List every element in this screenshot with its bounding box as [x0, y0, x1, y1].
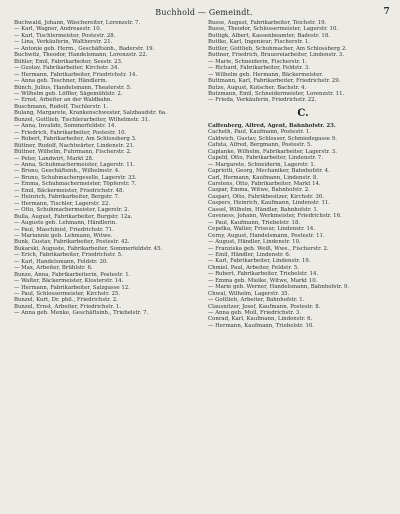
directory-entry: — Wilhelm geb. Hermann, Bäckermeister.: [208, 71, 323, 78]
directory-entry: Cacheth, Paul, Kaufmann, Postestr. 1.: [208, 129, 311, 136]
directory-entry: Cerny, August, Handelsmann, Postestr. 11.: [208, 232, 325, 239]
directory-entry: — Bruno, Schuhmachergeselle, Lagerstr. 33.: [14, 174, 137, 181]
directory-entry: — Anna geb. Moll, Friedrichstr. 3.: [208, 310, 301, 317]
directory-entry: Buchwald, Johann, Wäschereiter, Lorenzstr. 7.: [14, 20, 141, 26]
directory-entry: — Karl, Tischlermeister, Postestr. 28.: [14, 32, 116, 39]
directory-entry: — Hermann, Fabrikarbeiter, Salzgasse 12.: [14, 284, 130, 291]
directory-entry: Bunzel, Kurt, Dr. phil., Friedrichstr. 2.: [14, 297, 118, 304]
directory-entry: Buttler, Gottlieb, Schuhmacher, Am Schlossberg 2.: [208, 45, 347, 52]
directory-entry: Caspar, Emma, Witwe, Bahnhofstr. 2.: [208, 187, 310, 194]
directory-entry: Buchwitz, Theodor, Handelsmann, Lorenzstr. 22.: [14, 52, 148, 59]
directory-entry: — Paul, Maschinist, Friedrichstr. 71.: [14, 226, 114, 233]
directory-entry: — Walter, Bäckermeister, Klosterstr. 14.: [14, 278, 124, 285]
directory-entry: — Anna geb. Teschner, Händlerin.: [14, 78, 108, 85]
directory-entry: Büttner, Rudolf, Nachtwärter, Lindenstr. 21.: [14, 142, 135, 149]
directory-entry: — Marie, Schneiderin, Fischerstr. 1.: [208, 58, 308, 65]
directory-entry: — Paul, Schlossermeister, Kirchstr. 25.: [14, 291, 121, 298]
directory-entry: — Robert, Fabrikarbeiter, Am Schlossberg 3.: [14, 136, 137, 143]
directory-entry: Bunk, Gustav, Fabrikarbeiter, Postestr. 42.: [14, 239, 130, 246]
directory-entry: — Auguste geb. Lehmann, Händlerin.: [14, 220, 117, 227]
directory-entry: Bulla, August, Fabrikarbeiter, Burgstr. 12a.: [14, 213, 133, 220]
directory-entry: Bunzel, Gottlieb, Tischlerarbeiter, Wilhelmstr. 31.: [14, 116, 150, 123]
directory-entry: Clausnitzer, Josef, Kaufmann, Postestr. 8.: [208, 303, 321, 310]
directory-entry: — Mariannie geb. Lehmann, Witwe.: [14, 232, 113, 239]
directory-entry: — Erich, Fabrikarbeiter, Friedrichstr. 5.: [14, 252, 123, 259]
directory-entry: — Gottlieb, Arbeiter, Bahnhofstr. 1.: [208, 297, 305, 304]
right-column: [208, 20, 398, 510]
directory-entry: — Anna, Invalide, Sommerfeldstr. 14.: [14, 123, 117, 130]
directory-entry: — Max, Arbeiter, Brühlstr. 6.: [14, 265, 93, 272]
directory-entry: — Friedrich, Fabrikarbeiter, Postestr. 10.: [14, 129, 127, 136]
directory-entry: Bunze, Anna, Fabrikarbeiterin, Postestr. 1.: [14, 271, 131, 278]
directory-entry: — Lina, Verkäuferin, Waltherstr. 21.: [14, 39, 113, 46]
directory-entry: Bukarski, Auguste, Fabrikarbeiter, Sommerfeldstr. 45.: [14, 245, 163, 252]
directory-entry: Bühler, Emil, Fabrikarbeiter, Seestr. 23.: [14, 58, 123, 65]
directory-entry: Cafuta, Alfred, Bergmann, Postestr. 5.: [208, 142, 313, 149]
directory-entry: Capeld, Otto, Fabrikarbeiter, Lindenstr. 7.: [208, 155, 323, 162]
directory-entry: Chmiel, Paul, Arbeiter, Feldstr. 5.: [208, 264, 299, 271]
directory-entry: — Anna, Schuhmachermeister, Lagerstr. 11.: [14, 161, 135, 168]
directory-entry: Chwal, Wilhelm, Lagerstr. 35.: [208, 290, 290, 297]
directory-entry: — Hermann, Fabrikarbeiter, Friedrichstr. 14.: [14, 71, 138, 78]
directory-entry: Busse, August, Fabrikarbeiter, Teichstr. 19.: [208, 20, 327, 26]
directory-entry: — Wilhelm geb. Löffler, Sägemühlstr. 2.: [14, 90, 123, 97]
directory-entry: Caplanke, Wilhelm, Fabrikarbeiter, Lagerstr. 3.: [208, 148, 337, 155]
directory-entry: — Margarete, Schneiderin, Lagerstr. 1.: [208, 161, 316, 168]
directory-entry: Büttner, Wilhelm, Fuhrmann, Fischerstr. 2.: [14, 149, 132, 156]
directory-entry: Bunzel, Ernst, Arbeiter, Friedrichstr. 1.: [14, 303, 121, 310]
directory-entry: Butzmann, Emil, Schneidermeister, Lorenzstr. 11.: [208, 90, 345, 97]
directory-entry: Carstens, Otto, Fabrikarbeiter, Markt 14.: [208, 180, 321, 187]
directory-entry: Caffenberg, Alfred, Agent, Bahnhofstr. 23.: [208, 122, 336, 129]
directory-entry: — Hermann, Tischler, Lagerstr. 22.: [14, 200, 111, 207]
directory-entry: — Karl, Handelsmann, Feldstr. 20.: [14, 258, 109, 265]
directory-entry: Capriotti, Georg, Mechaniker, Bahnhofstr. 4.: [208, 168, 330, 175]
directory-entry: — Otto, Schuhmachermeister, Lagerstr. 2.: [14, 207, 130, 214]
directory-entry: Buttke, Karl, Ingenieur, Fischerstr. 1.: [208, 39, 311, 46]
directory-entry: — Richard, Fabrikarbeiter, Feldstr. 3.: [208, 65, 310, 72]
directory-entry: — Franziska geb. Weiß, Wwe., Fischerstr. 2.: [208, 245, 329, 252]
directory-entry: Cassel, Wilhelm, Händler, Bahnhofstr. 1.: [208, 206, 319, 213]
directory-entry: — Emma, Schuhmachermeister, Töpferstr. 7.: [14, 181, 137, 188]
columns: [14, 20, 392, 510]
directory-entry: Cepelka, Walter, Friseur, Lindenstr. 14.: [208, 226, 316, 233]
right-column-bottom-entries: [208, 123, 398, 330]
directory-entry: — Gustav, Fabrikarbeiter, Kirchstr. 34.: [14, 65, 120, 72]
directory-entry: Buschmann, Rudolf, Tischlerstr. 1.: [14, 103, 109, 110]
right-column-top-entries: [208, 20, 398, 104]
directory-entry: Busse, Theodor, Schlossermeister, Lagerstr. 10.: [208, 26, 339, 33]
directory-entry: — Paul, Kaufmann, Triebelstr. 18.: [208, 219, 301, 226]
directory-entry: Caveness, Johann, Werkmeister, Friedrichstr. 16.: [208, 213, 342, 220]
directory-entry: — Peter, Landwirt, Markt 28.: [14, 155, 94, 162]
directory-entry: — Antonie geb. Herm., Geschäftsinh., Baderstr. 19.: [14, 45, 155, 52]
left-column: [14, 20, 200, 510]
directory-entry: Caspari, Otto, Fabrikbesitzer, Kirchstr. 30.: [208, 193, 325, 200]
directory-entry: — Robert, Fabrikarbeiter, Triebelstr. 14.: [208, 271, 319, 278]
directory-entry: Bünch, Julius, Handelsmann, Theaterstr. 5.: [14, 84, 132, 91]
directory-entry: — Anna geb. Menke, Geschäftsinh., Triebelstr. 7.: [14, 310, 149, 317]
directory-entry: — Marie geb. Werner, Handelsmann, Bahnhofstr. 9.: [208, 284, 350, 291]
directory-entry: Buttigk, Albert, Kassenbeamter, Badestr. 18.: [208, 32, 330, 39]
directory-entry: — Frieda, Verkäuferin, Friedrichstr. 22.: [208, 97, 317, 104]
directory-entry: — Emma geb. Mielke, Witwe, Markt 10.: [208, 277, 318, 284]
directory-entry: — Karl, Wagner, Andreasstr. 10.: [14, 26, 102, 33]
directory-entry: Buttmann, Karl, Fabrikarbeiter, Friedrichstr. 29.: [208, 78, 341, 85]
directory-entry: — Bruno, Geschäftsinh., Wilhelmstr. 4.: [14, 168, 120, 175]
directory-entry: — Heinrich, Fabrikarbeiter, Bergstr. 7.: [14, 194, 120, 201]
directory-entry: — Emil, Bäckermeister, Friedrichstr. 48.: [14, 187, 125, 194]
directory-entry: Conrad, Karl, Kaufmann, Lindenstr. 6.: [208, 316, 313, 323]
directory-entry: — Hermann, Kaufmann, Triebelstr. 10.: [208, 322, 315, 329]
directory-entry: — Ernst, Arbeiter an der Waldbahn.: [14, 97, 113, 104]
page-header: [14, 8, 394, 20]
directory-entry: — August, Händler, Lindenstr. 10.: [208, 239, 301, 246]
directory-entry: Buttner, Friedrich, Brauereiarbeiter, Lindenstr. 3.: [208, 52, 344, 59]
section-letter: C.: [297, 107, 309, 119]
directory-entry: Butze, August, Kutscher, Bachstr. 4.: [208, 84, 307, 91]
directory-entry: Carl, Hermann, Kaufmann, Lindenstr. 8.: [208, 174, 319, 181]
page-number: 7: [383, 7, 390, 17]
running-title: Buchhold — Gemeindt.: [155, 8, 253, 17]
directory-entry: Caspers, Heinrich, Kaufmann, Lindenstr. 11.: [208, 200, 331, 207]
directory-entry: Bulang, Margarete, Krankenschwester, Salzbaudstr. 6a.: [14, 110, 167, 117]
directory-entry: Caldwich, Gustav, Schlosser, Schmiedegasse 9.: [208, 135, 337, 142]
directory-entry: — Emil, Händler, Lindenstr. 6.: [208, 251, 291, 258]
directory-entry: — Karl, Fabrikarbeiter, Lindenstr. 19.: [208, 258, 311, 265]
